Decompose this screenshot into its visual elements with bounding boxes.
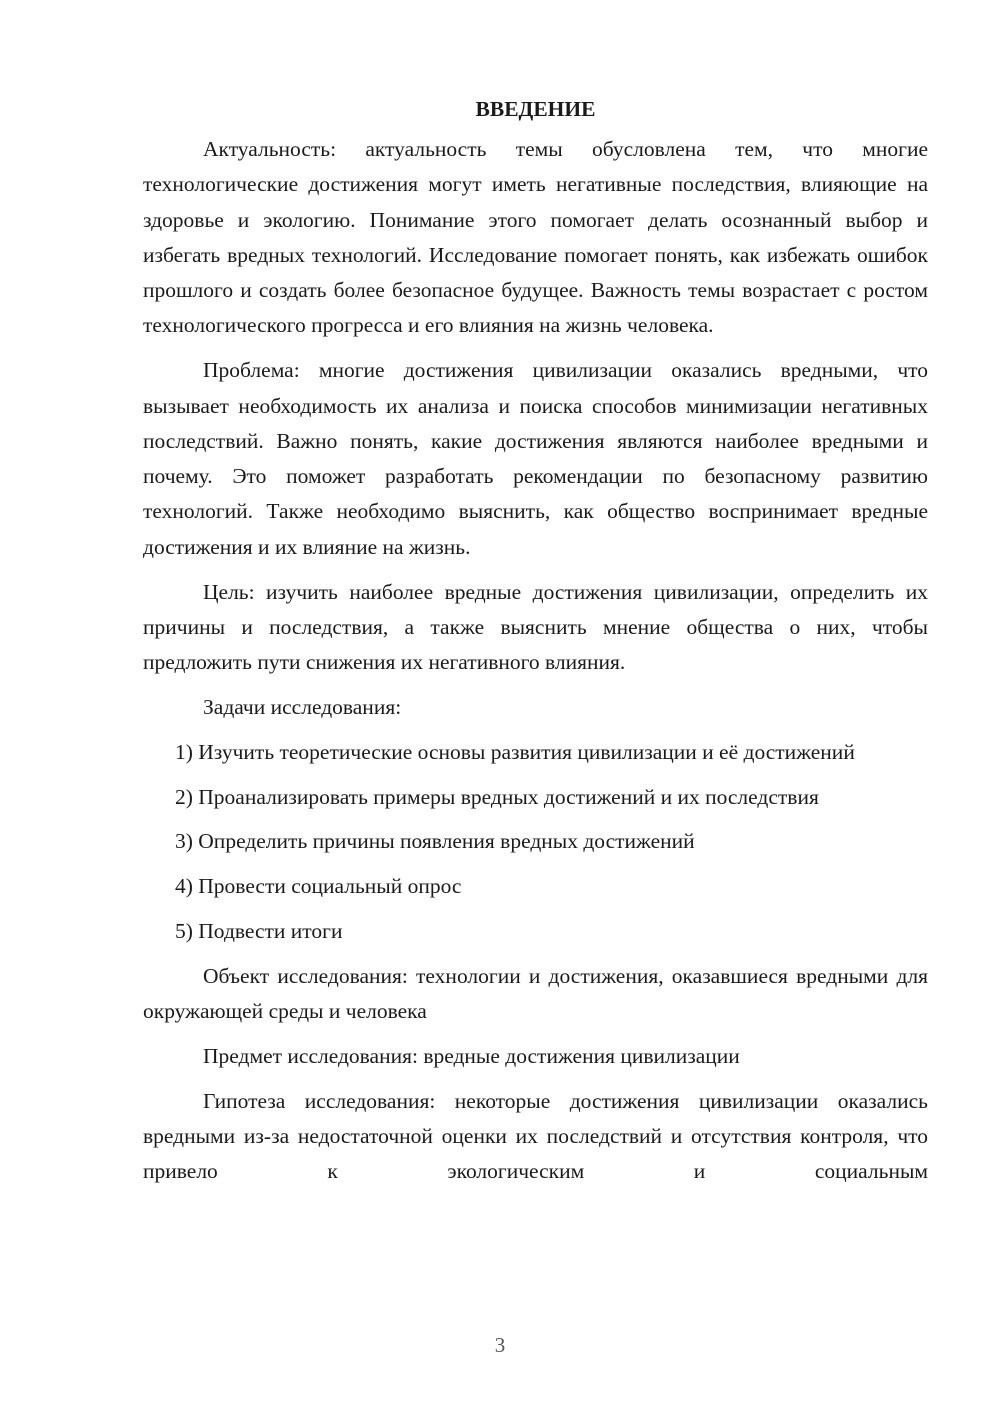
task-item-4: 4) Провести социальный опрос <box>175 874 462 899</box>
subject-paragraph: Предмет исследования: вредные достижения цивилизации <box>203 1043 740 1068</box>
task-item-1: 1) Изучить теоретические основы развития цивилизации и её достижений <box>175 739 855 764</box>
task-item-2: 2) Проанализировать примеры вредных достижений и их последствия <box>175 784 819 809</box>
problem-paragraph: Проблема: многие достижения цивилизации оказались вредными, что вызывает необходимость их анализа и поиска способов минимизации негативных последствий. Важно понять, какие достижения являются наиболее вредными и почему. Это поможет разработать рекомендации по безопасному развитию технологий. Также необходимо выяснить, как общество воспринимает вредные достижения и их влияние на жизнь. <box>143 358 928 559</box>
document-page <box>143 92 928 1199</box>
page-number: 3 <box>494 1333 506 1357</box>
section-title: ВВЕДЕНИЕ <box>475 97 596 121</box>
task-item-5: 5) Подвести итоги <box>175 918 343 943</box>
tasks-heading: Задачи исследования: <box>203 694 402 719</box>
hypothesis-paragraph: Гипотеза исследования: некоторые достижения цивилизации оказались вредными из-за недостаточной оценки их последствий и отсутствия контроля, что привело к экологическим и социальным <box>143 1088 928 1184</box>
task-item-3: 3) Определить причины появления вредных достижений <box>175 829 695 854</box>
relevance-paragraph: Актуальность: актуальность темы обусловлена тем, что многие технологические достижения могут иметь негативные последствия, влияющие на здоровье и экологию. Понимание этого помогает делать осознанный выбор и избегать вредных технологий. Исследование помогает понять, как избежать ошибок прошлого и создать более безопасное будущее. Важность темы возрастает с ростом технологического прогресса и его влияния на жизнь человека. <box>143 137 928 338</box>
goal-paragraph: Цель: изучить наиболее вредные достижения цивилизации, определить их причины и последствия, а также выяснить мнение общества о них, чтобы предложить пути снижения их негативного влияния. <box>143 579 928 675</box>
object-paragraph: Объект исследования: технологии и достижения, оказавшиеся вредными для окружающей среды и человека <box>143 963 928 1024</box>
